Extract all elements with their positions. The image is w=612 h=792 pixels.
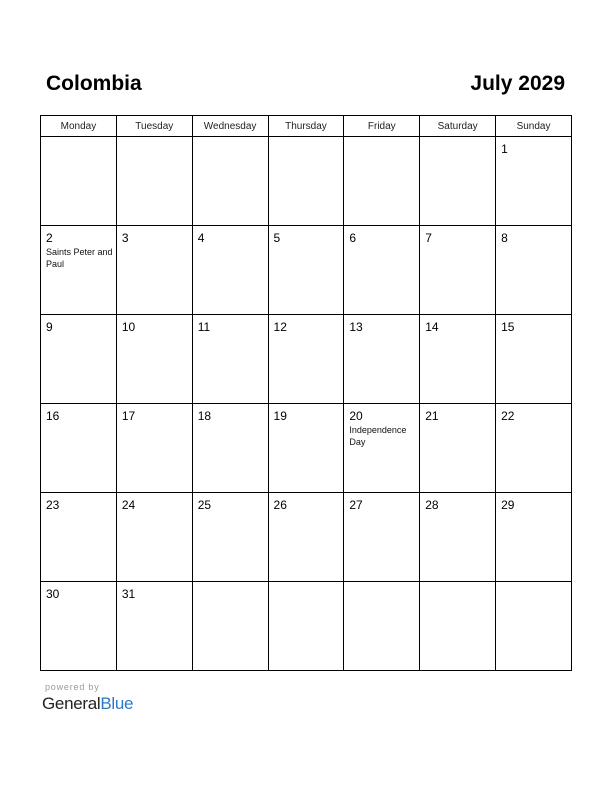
weekday-header: Saturday — [420, 116, 496, 137]
day-number: 25 — [197, 498, 212, 512]
powered-by-label: powered by — [45, 682, 100, 692]
calendar-week-row — [41, 315, 572, 404]
calendar-day-cell — [496, 226, 572, 315]
day-number: 22 — [501, 409, 515, 423]
weekday-header: Monday — [41, 116, 117, 137]
day-number — [420, 582, 495, 587]
day-number: 8 — [501, 231, 508, 245]
calendar-day-cell — [344, 404, 420, 493]
day-number — [41, 137, 116, 142]
weekday-header: Friday — [344, 116, 420, 137]
calendar-country-title: Colombia — [46, 72, 142, 95]
holiday-label: Saints Peter and Paul — [46, 247, 113, 269]
calendar-day-cell — [268, 315, 344, 404]
day-number: 14 — [425, 320, 439, 334]
weekday-header-row — [41, 116, 572, 137]
day-number: 31 — [121, 587, 136, 601]
calendar-day-cell — [344, 226, 420, 315]
day-number — [269, 582, 344, 587]
logo-text-blue: Blue — [100, 694, 134, 713]
calendar-day-cell — [268, 226, 344, 315]
calendar-week-row — [41, 404, 572, 493]
calendar-body — [41, 137, 572, 671]
calendar-day-cell — [268, 137, 344, 226]
day-number: 13 — [349, 320, 363, 334]
day-number: 4 — [197, 231, 205, 245]
calendar-grid — [40, 115, 572, 671]
day-number: 9 — [46, 320, 53, 334]
day-number: 7 — [425, 231, 432, 245]
day-number: 26 — [273, 498, 287, 512]
calendar-day-cell — [344, 137, 420, 226]
calendar-day-cell — [116, 404, 192, 493]
calendar-day-cell — [344, 315, 420, 404]
calendar-day-cell — [344, 493, 420, 582]
day-number — [269, 137, 344, 142]
day-number — [193, 137, 268, 142]
calendar-week-row — [41, 493, 572, 582]
calendar-day-cell — [496, 493, 572, 582]
day-number: 20 — [349, 409, 363, 423]
holiday-label: Independence Day — [349, 425, 407, 447]
calendar-day-cell — [192, 493, 268, 582]
day-number: 28 — [425, 498, 439, 512]
day-number: 1 — [501, 142, 508, 156]
day-number: 24 — [121, 498, 136, 512]
calendar-day-cell — [41, 137, 117, 226]
day-number — [344, 582, 419, 587]
day-number: 23 — [46, 498, 60, 512]
calendar-day-cell — [192, 404, 268, 493]
calendar-day-cell — [420, 404, 496, 493]
weekday-header: Sunday — [496, 116, 572, 137]
calendar-day-cell — [192, 315, 268, 404]
calendar-day-cell — [192, 137, 268, 226]
calendar-month-title: July 2029 — [470, 72, 565, 95]
calendar-day-cell — [268, 493, 344, 582]
day-number: 18 — [197, 409, 212, 423]
calendar-day-cell — [496, 137, 572, 226]
weekday-header: Thursday — [268, 116, 344, 137]
day-number: 6 — [349, 231, 357, 245]
day-number: 30 — [46, 587, 60, 601]
day-number: 21 — [425, 409, 439, 423]
day-number: 5 — [273, 231, 281, 245]
calendar-day-cell — [496, 315, 572, 404]
calendar-day-cell — [116, 315, 192, 404]
day-number: 12 — [273, 320, 287, 334]
calendar-day-cell — [268, 582, 344, 671]
day-number: 10 — [121, 320, 136, 334]
calendar-day-cell — [116, 137, 192, 226]
calendar-week-row — [41, 226, 572, 315]
calendar-day-cell — [496, 404, 572, 493]
logo-text-general: General — [42, 694, 101, 713]
calendar-day-cell — [420, 315, 496, 404]
calendar-day-cell — [116, 582, 192, 671]
day-number: 17 — [121, 409, 136, 423]
day-number — [344, 137, 419, 142]
day-number: 11 — [197, 320, 211, 334]
calendar-day-cell — [420, 582, 496, 671]
calendar-day-cell — [420, 226, 496, 315]
calendar-day-cell — [192, 226, 268, 315]
calendar-day-cell — [116, 493, 192, 582]
day-number: 19 — [273, 409, 287, 423]
day-number — [420, 137, 495, 142]
day-number: 2 — [46, 231, 53, 245]
weekday-header: Wednesday — [192, 116, 268, 137]
day-number — [193, 582, 268, 587]
calendar-day-cell — [344, 582, 420, 671]
day-number: 29 — [501, 498, 515, 512]
calendar-day-cell — [192, 582, 268, 671]
calendar-day-cell — [41, 315, 117, 404]
day-number — [496, 582, 571, 587]
generalblue-logo — [42, 694, 133, 714]
weekday-header: Tuesday — [116, 116, 192, 137]
day-number: 27 — [349, 498, 363, 512]
day-number: 3 — [121, 231, 129, 245]
calendar-day-cell — [41, 582, 117, 671]
calendar-week-row — [41, 582, 572, 671]
calendar-day-cell — [116, 226, 192, 315]
calendar-day-cell — [41, 226, 117, 315]
calendar-day-cell — [496, 582, 572, 671]
day-number — [117, 137, 192, 142]
calendar-week-row — [41, 137, 572, 226]
calendar-day-cell — [41, 493, 117, 582]
calendar-day-cell — [420, 137, 496, 226]
calendar-day-cell — [41, 404, 117, 493]
day-number: 15 — [501, 320, 515, 334]
calendar-day-cell — [268, 404, 344, 493]
calendar-day-cell — [420, 493, 496, 582]
day-number: 16 — [46, 409, 60, 423]
